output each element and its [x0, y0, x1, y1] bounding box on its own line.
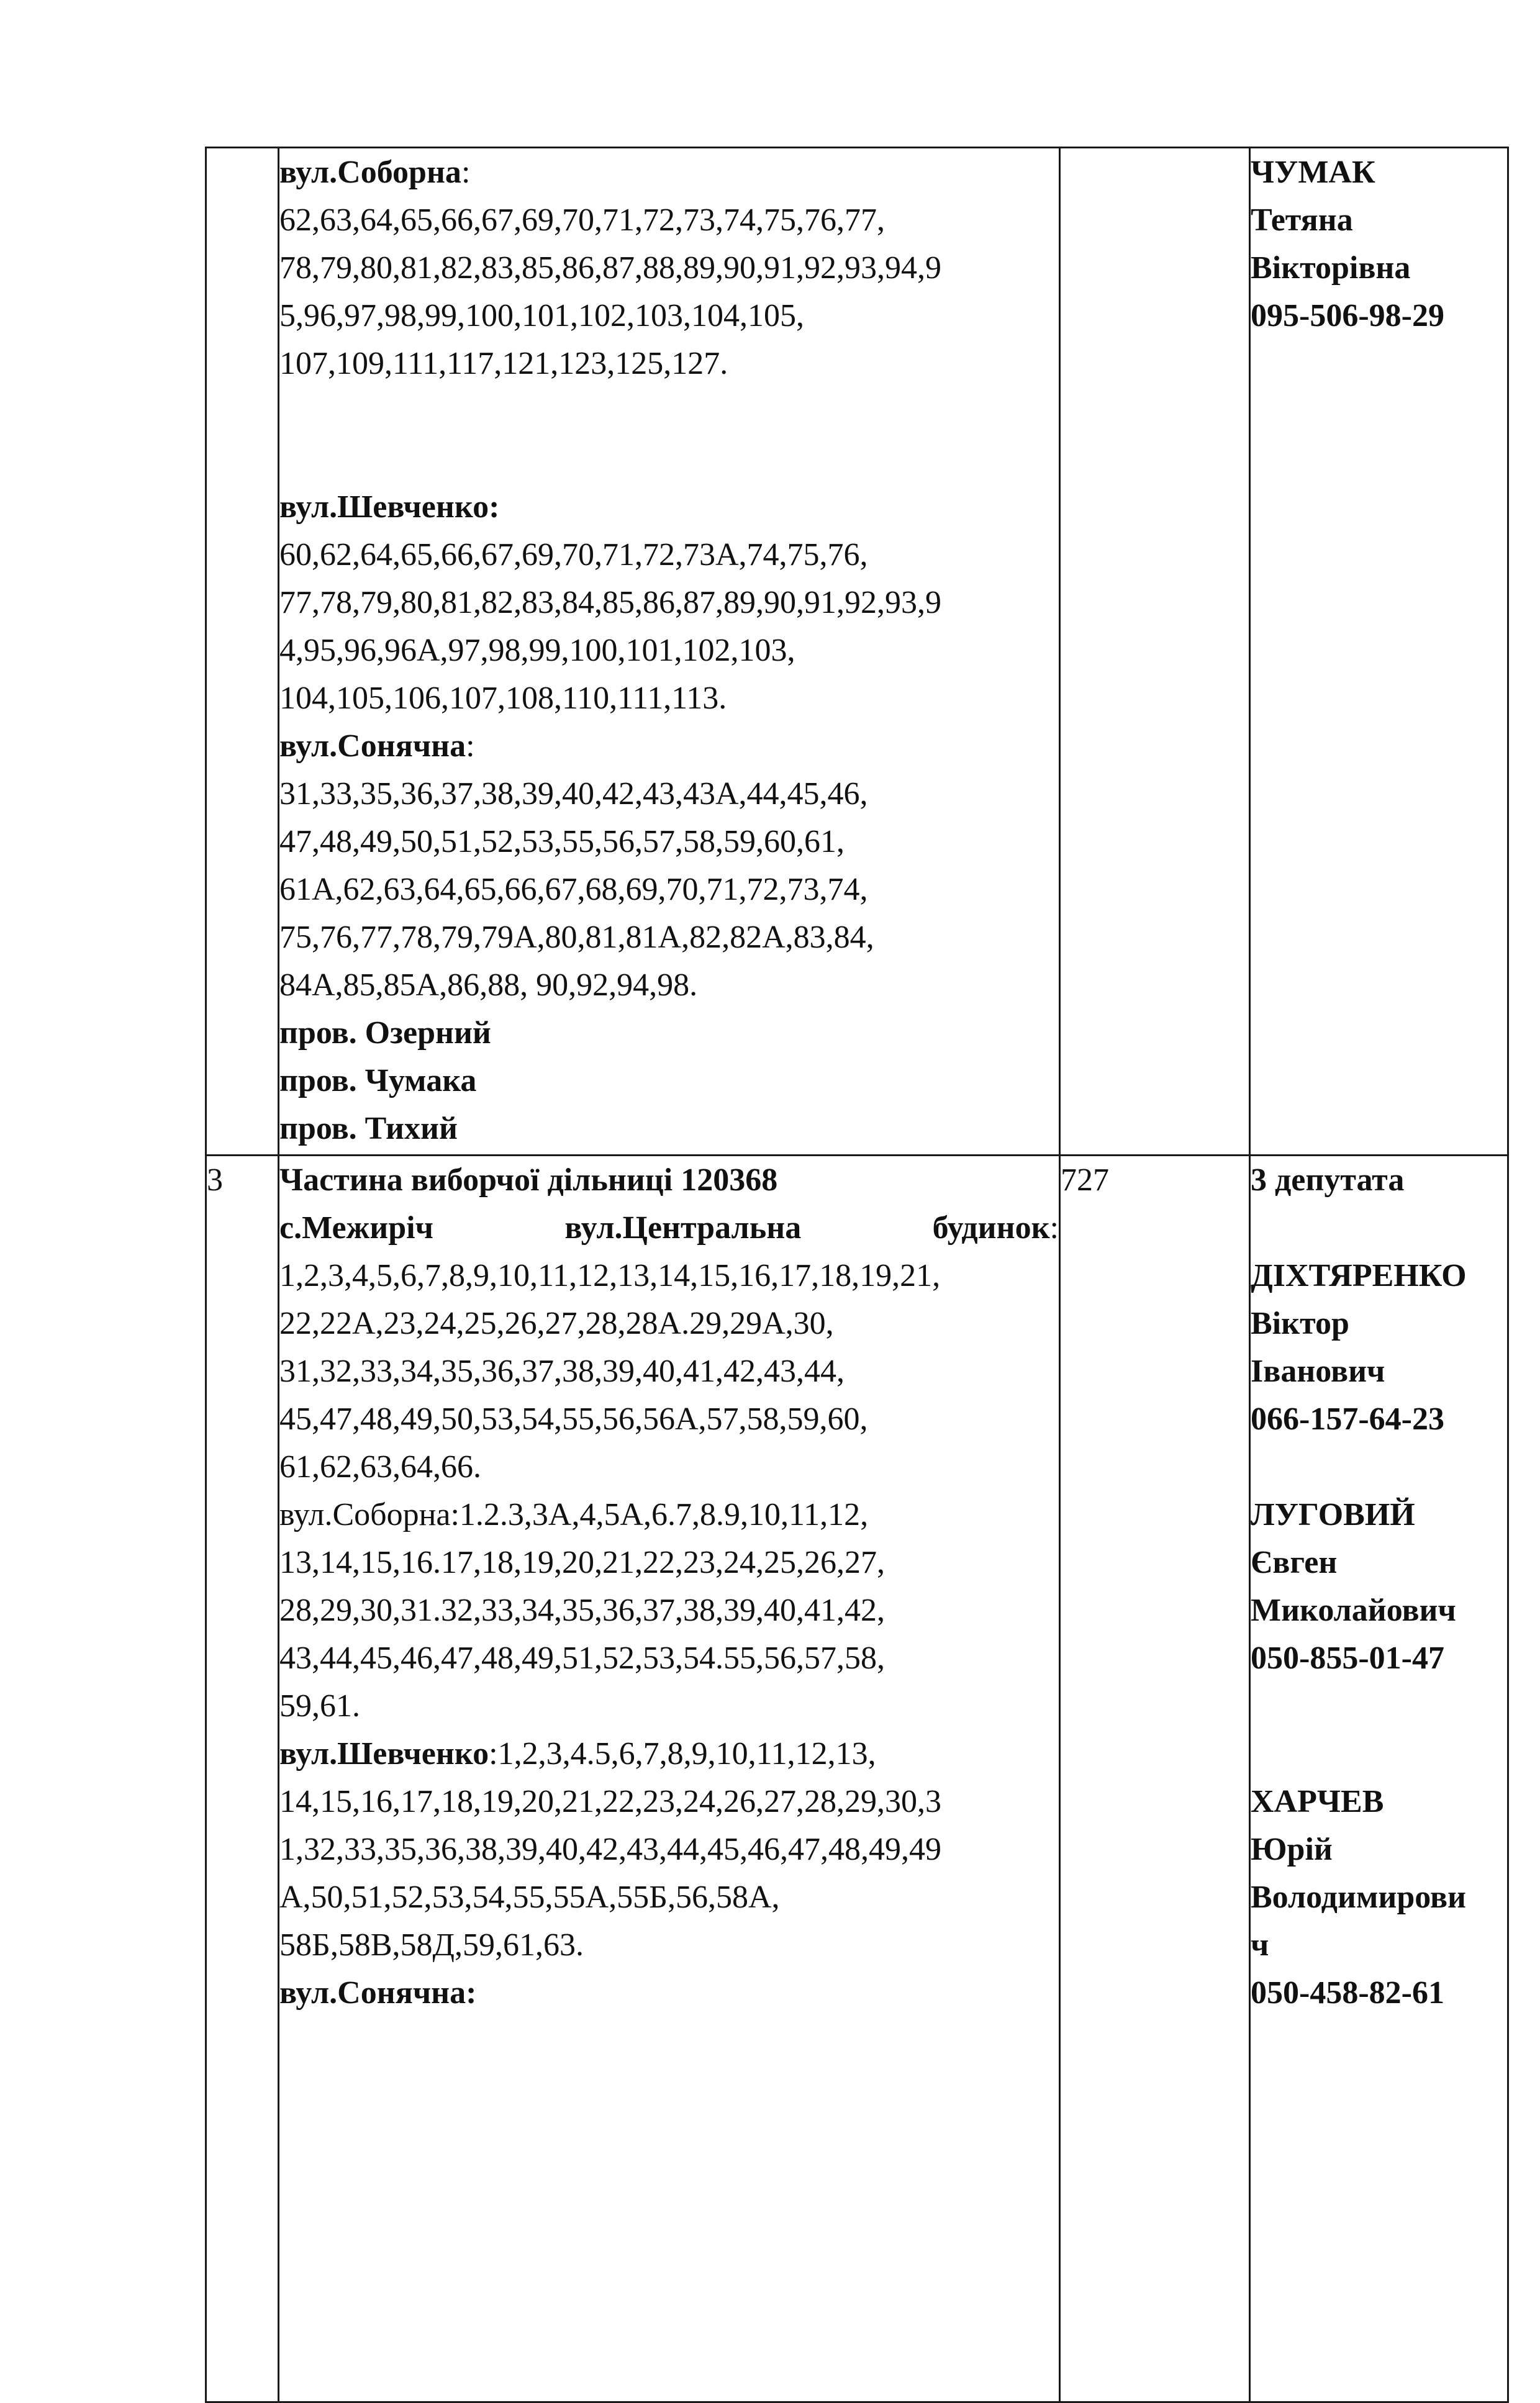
voters-count-cell — [1060, 148, 1250, 1156]
deputy-name: Тетяна — [1251, 202, 1353, 238]
row-number-cell — [206, 1156, 279, 2402]
district-title: Частина виборчої дільниці 120368 — [279, 1162, 778, 1198]
deputy-patronymic: Вікторівна — [1251, 250, 1411, 286]
addresses-cell: Частина виборчої дільниці 120368 с.Межиріч вул.Центральна будинок: 1,2,3,4,5,6,7,8,9,10,11,12,13,14,15,16,17,18,19,21, 22,22А,23,24,25,26,27,28,28А.29,29А,30, 31,32,33,34,35,36,37,38,39,40,41,42,43,44, 45,47,48,49,50,53,54,55,56,56А,57,58,59,60, 61,62,63,64,66. вул.Соборна:1.2.3,3А,4,5А,6.7,8.9,10,11,12, 13,14,15,16.17,18,19,20,21,22,23,24,25,26,27, 28,29,30,31.32,33,34,35,36,37,38,39,40,41,42, 43,44,45,46,47,48,49,51,52,53,54.55,56,57,58, 59,61. вул.Шевченко:1,2,3,4.5,6,7,8,9,10,11,12,13, 14,15,16,17,18,19,20,21,22,23,24,26,27,28,29,30,3 1,32,33,35,36,38,39,40,42,43,44,45,46,47,48,49,49 А,50,51,52,53,54,55,55А,55Б,56,58А, 58Б,58В,58Д,59,61,63. вул.Сонячна: — [279, 1156, 1060, 2402]
deputies-count: 3 депутата — [1251, 1162, 1405, 1198]
address-line: 84А,85,85А,86,88, 90,92,94,98. — [279, 967, 698, 1003]
street-label: вул.Сонячна — [279, 728, 466, 764]
deputy-patronymic: Володимирови — [1251, 1880, 1466, 1915]
address-line: 59,61. — [279, 1688, 360, 1724]
address-line: 4,95,96,96А,97,98,99,100,101,102,103, — [279, 633, 795, 668]
address-line: 104,105,106,107,108,110,111,113. — [279, 681, 727, 716]
row-number: 3 — [207, 1162, 223, 1198]
village-label: с.Межиріч — [279, 1210, 433, 1246]
deputy-phone: 095-506-98-29 — [1251, 298, 1444, 333]
address-line: 107,109,111,117,121,123,125,127. — [279, 346, 728, 381]
address-line: 31,32,33,34,35,36,37,38,39,40,41,42,43,44, — [279, 1354, 845, 1389]
deputy-phone: 050-458-82-61 — [1251, 1975, 1444, 2011]
deputies-cell — [1250, 148, 1508, 1156]
lane-label: пров. Чумака — [279, 1063, 477, 1098]
voters-count-cell — [1060, 1156, 1250, 2402]
addresses-cell: вул.Соборна: 62,63,64,65,66,67,69,70,71,72,73,74,75,76,77, 78,79,80,81,82,83,85,86,87,88,89,90,91,92,93,94,9 5,96,97,98,99,100,101,102,103,104,105, 107,109,111,117,121,123,125,127. вул.Шевченко: 60,62,64,65,66,67,69,70,71,72,73А,74,75,76, 77,78,79,80,81,82,83,84,85,86,87,89,90,91,92,93,9 4,95,96,96А,97,98,99,100,101,102,103, 104,105,106,107,108,110,111,113. вул.Сонячна: 31,33,35,36,37,38,39,40,42,43,43А,44,45,46, 47,48,49,50,51,52,53,55,56,57,58,59,60,61, 61А,62,63,64,65,66,67,68,69,70,71,72,73,74, 75,76,77,78,79,79А,80,81,81А,82,82А,83,84, 84А,85,85А,86,88, 90,92,94,98. пров. Озерний пров. Чумака пров. Тихий — [279, 148, 1060, 1156]
deputy-name: Євген — [1251, 1545, 1338, 1580]
deputy-surname: ЧУМАК — [1251, 155, 1375, 190]
address-line: 1,2,3,4,5,6,7,8,9,10,11,12,13,14,15,16,17,18,19,21, — [279, 1258, 941, 1293]
house-label: будинок — [932, 1210, 1050, 1246]
deputy-phone: 050-855-01-47 — [1251, 1640, 1444, 1676]
deputy-surname: ЛУГОВИЙ — [1251, 1497, 1415, 1532]
deputy-surname: ДІХТЯРЕНКО — [1251, 1258, 1467, 1293]
address-line: 31,33,35,36,37,38,39,40,42,43,43А,44,45,46, — [279, 776, 868, 812]
address-line: 47,48,49,50,51,52,53,55,56,57,58,59,60,61, — [279, 824, 845, 859]
address-line: 13,14,15,16.17,18,19,20,21,22,23,24,25,26,27, — [279, 1545, 885, 1580]
lane-label: пров. Тихий — [279, 1111, 458, 1146]
address-line: 61А,62,63,64,65,66,67,68,69,70,71,72,73,74, — [279, 872, 868, 907]
deputy-name: Віктор — [1251, 1306, 1349, 1341]
address-line: А,50,51,52,53,54,55,55А,55Б,56,58А, — [279, 1880, 780, 1915]
address-line: 75,76,77,78,79,79А,80,81,81А,82,82А,83,84, — [279, 920, 874, 955]
street-label: вул.Шевченко: — [279, 489, 500, 525]
deputies-cell — [1250, 1156, 1508, 2402]
deputy-name: Юрій — [1251, 1832, 1333, 1867]
address-line: 77,78,79,80,81,82,83,84,85,86,87,89,90,91,92,93,9 — [279, 585, 941, 620]
deputy-patronymic: Іванович — [1251, 1354, 1385, 1389]
voters-count: 727 — [1061, 1162, 1109, 1198]
deputy-patronymic: Миколайович — [1251, 1593, 1456, 1628]
address-line: 78,79,80,81,82,83,85,86,87,88,89,90,91,92,93,94,9 — [279, 250, 941, 286]
deputy-phone: 066-157-64-23 — [1251, 1401, 1444, 1437]
address-line: 45,47,48,49,50,53,54,55,56,56А,57,58,59,60, — [279, 1401, 868, 1437]
address-line: 1,32,33,35,36,38,39,40,42,43,44,45,46,47,48,49,49 — [279, 1832, 941, 1867]
districts-table — [205, 147, 1509, 2403]
street-label: вул.Сонячна: — [279, 1975, 477, 2011]
row-number-cell — [206, 148, 279, 1156]
street-label: вул.Шевченко — [279, 1736, 489, 1772]
address-line: 62,63,64,65,66,67,69,70,71,72,73,74,75,76,77, — [279, 202, 885, 238]
table-row — [206, 1156, 1508, 2402]
deputy-surname: ХАРЧЕВ — [1251, 1784, 1384, 1819]
table-row — [206, 148, 1508, 1156]
address-line: 28,29,30,31.32,33,34,35,36,37,38,39,40,41,42, — [279, 1593, 885, 1628]
street-label: вул.Соборна — [279, 155, 461, 190]
address-line: 58Б,58В,58Д,59,61,63. — [279, 1927, 584, 1963]
address-line: 14,15,16,17,18,19,20,21,22,23,24,26,27,28,29,30,3 — [279, 1784, 941, 1819]
address-line: 61,62,63,64,66. — [279, 1449, 481, 1485]
lane-label: пров. Озерний — [279, 1015, 491, 1051]
address-line: 43,44,45,46,47,48,49,51,52,53,54.55,56,57,58, — [279, 1640, 885, 1676]
address-line: 22,22А,23,24,25,26,27,28,28А.29,29А,30, — [279, 1306, 834, 1341]
address-line: :1,2,3,4.5,6,7,8,9,10,11,12,13, — [489, 1736, 876, 1772]
street-label: вул.Центральна — [564, 1210, 802, 1246]
address-line: 60,62,64,65,66,67,69,70,71,72,73А,74,75,76, — [279, 537, 868, 572]
address-line: 5,96,97,98,99,100,101,102,103,104,105, — [279, 298, 804, 333]
address-line: вул.Соборна:1.2.3,3А,4,5А,6.7,8.9,10,11,12, — [279, 1497, 869, 1532]
deputy-patronymic: ч — [1251, 1927, 1269, 1963]
